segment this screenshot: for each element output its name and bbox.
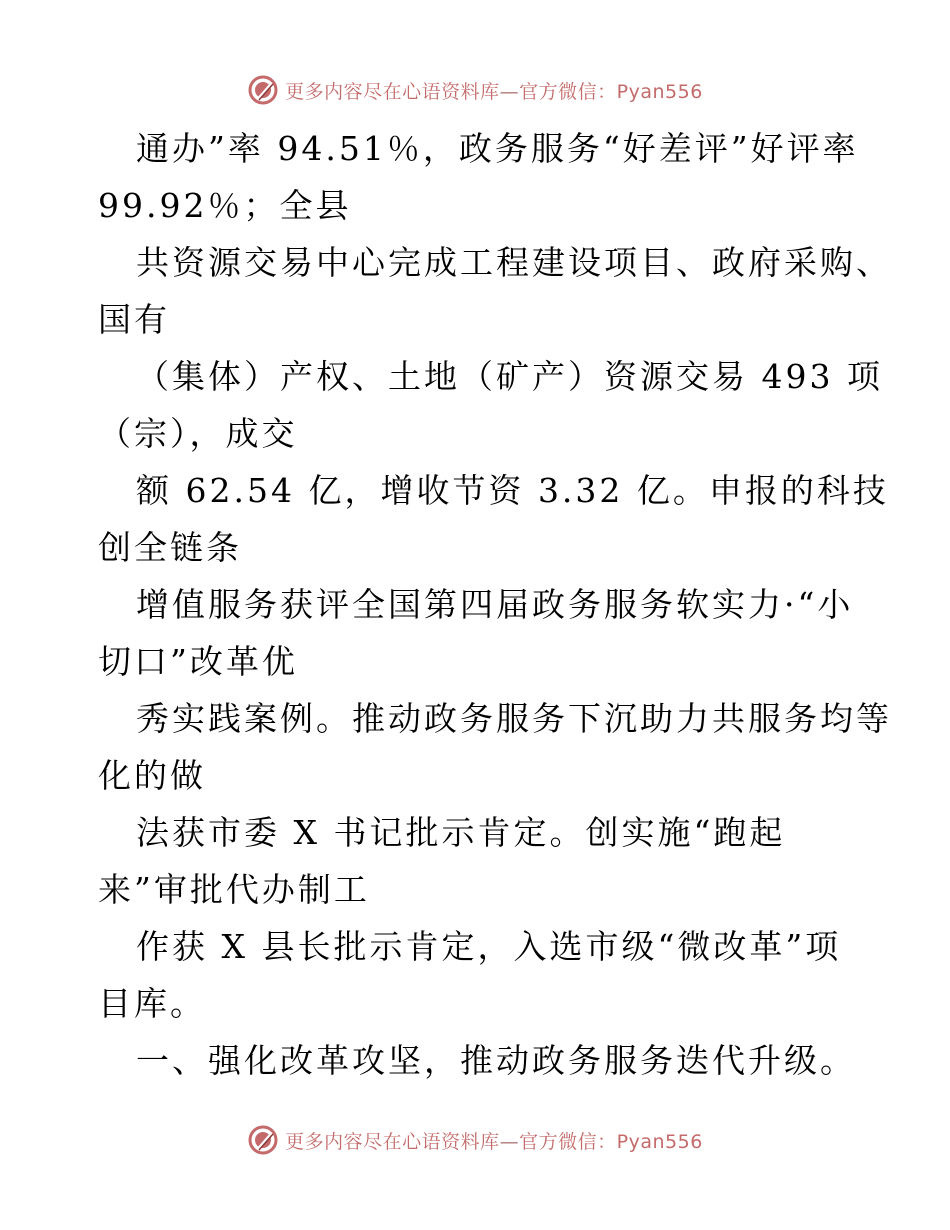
body-line: 法获市委 X 书记批示肯定。创实施“跑起	[136, 813, 786, 852]
document-body	[98, 120, 892, 1089]
body-line: 99.92％；全县	[98, 186, 352, 225]
section-heading: 一、强化改革攻坚，推动政务服务迭代升级。	[136, 1041, 856, 1080]
quill-seal-icon	[247, 1124, 279, 1156]
header-watermark-banner	[0, 70, 950, 110]
quill-seal-icon	[247, 74, 279, 106]
body-line: 额 62.54 亿，增收节资 3.32 亿。申报的科技	[136, 471, 889, 510]
header-banner-wechat: 官方微信：Pyan556	[519, 80, 703, 103]
footer-banner-title: 更多内容尽在心语资料库	[285, 1130, 500, 1153]
footer-watermark-banner	[0, 1120, 950, 1160]
header-banner-text	[285, 77, 703, 104]
body-line: 切口”改革优	[98, 642, 298, 681]
footer-banner-wechat: 官方微信：Pyan556	[519, 1130, 703, 1153]
body-line: 创全链条	[98, 528, 242, 567]
body-line: 化的做	[98, 756, 206, 795]
body-line: 国有	[98, 300, 170, 339]
body-line: 来”审批代办制工	[98, 870, 370, 909]
header-banner-separator: —	[499, 80, 520, 103]
body-line: 秀实践案例。推动政务服务下沉助力共服务均等	[136, 699, 892, 738]
body-line: 作获 X 县长批示肯定，入选市级“微改革”项	[136, 927, 842, 966]
body-line: 通办”率 94.51％，政务服务“好差评”好评率	[136, 129, 859, 168]
footer-banner-text	[285, 1127, 703, 1154]
body-line: 共资源交易中心完成工程建设项目、政府采购、	[136, 243, 892, 282]
header-banner-title: 更多内容尽在心语资料库	[285, 80, 500, 103]
footer-banner-separator: —	[499, 1130, 520, 1153]
body-line: 增值服务获评全国第四届政务服务软实力·“小	[136, 585, 854, 624]
body-line: （集体）产权、土地（矿产）资源交易 493 项	[136, 357, 883, 396]
body-line: 目库。	[98, 984, 206, 1023]
body-line: （宗），成交	[98, 414, 298, 453]
